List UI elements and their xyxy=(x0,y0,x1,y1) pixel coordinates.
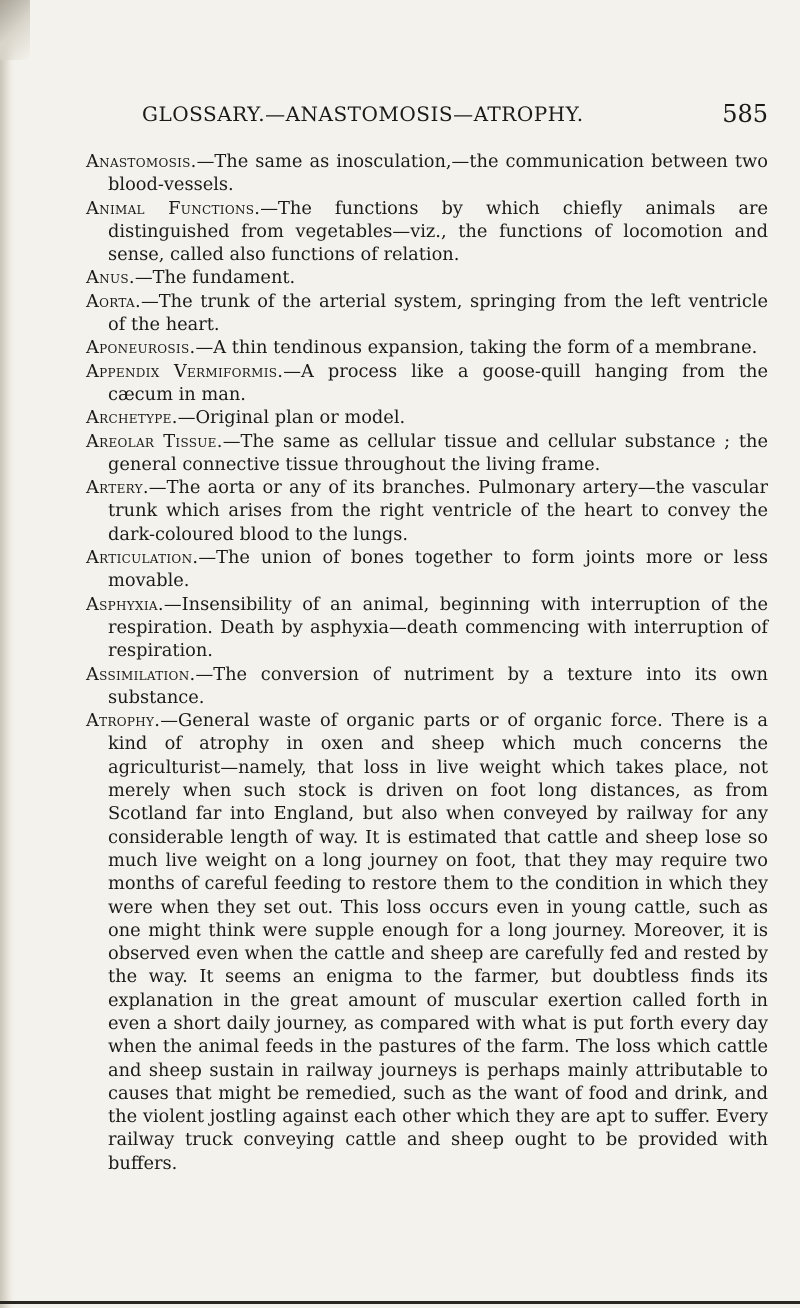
entry-term: Areolar Tissue. xyxy=(86,430,223,452)
glossary-entry-animal-functions xyxy=(86,197,768,267)
entry-term: Aorta. xyxy=(86,290,141,312)
entry-definition: —The functions by which chiefly animals are distinguished from vegetables—viz., the functions of locomotion and sense, called also functions of relation. xyxy=(108,197,768,266)
entry-definition: —The union of bones together to form joints more or less movable. xyxy=(108,547,768,592)
running-title: GLOSSARY.—ANASTOMOSIS—ATROPHY. xyxy=(142,102,584,126)
entry-definition: —A thin tendinous expansion, taking the form of a membrane. xyxy=(195,337,758,359)
glossary-entry-atrophy xyxy=(86,709,768,1175)
entry-term: Archetype. xyxy=(86,407,178,429)
glossary-entries xyxy=(86,150,768,1175)
page-bottom-edge xyxy=(0,1301,800,1304)
glossary-entry-areolar-tissue xyxy=(86,430,768,477)
entry-definition: —Insensibility of an animal, beginning with interruption of the respiration. Death by asphyxia—death commencing with interruption of respiration. xyxy=(108,593,768,662)
glossary-entry-archetype xyxy=(86,406,768,429)
entry-term: Anus. xyxy=(86,267,135,289)
entry-definition: —Original plan or model. xyxy=(177,407,406,429)
entry-term: Artery. xyxy=(86,477,149,499)
entry-term: Articulation. xyxy=(86,547,199,569)
entry-term: Appendix Vermiformis. xyxy=(86,360,284,382)
entry-term: Atrophy. xyxy=(86,710,161,732)
entry-term: Asphyxia. xyxy=(86,593,164,615)
entry-definition: —The fundament. xyxy=(134,267,296,289)
entry-definition: —The aorta or any of its branches. Pulmonary artery—the vascular trunk which arises from the right ventricle of the heart to convey the dark-coloured blood to the lungs. xyxy=(108,477,768,545)
glossary-entry-appendix-vermiformis xyxy=(86,360,768,407)
glossary-entry-artery xyxy=(86,476,768,546)
entry-term: Aponeurosis. xyxy=(86,337,196,359)
page-corner-shadow xyxy=(0,0,30,60)
page-number: 585 xyxy=(722,100,768,128)
glossary-entry-articulation xyxy=(86,546,768,593)
entry-definition: —The same as inosculation,—the communication between two blood-vessels. xyxy=(108,151,768,196)
entry-term: Animal Functions. xyxy=(86,197,261,219)
glossary-entry-asphyxia xyxy=(86,593,768,663)
entry-term: Anastomosis. xyxy=(86,151,197,172)
page-edge-shadow xyxy=(0,0,14,1308)
glossary-entry-aorta xyxy=(86,290,768,337)
glossary-entry-assimilation xyxy=(86,663,768,710)
entry-definition: —A process like a goose-quill hanging from the cæcum in man. xyxy=(108,360,768,405)
entry-term: Assimilation. xyxy=(86,663,196,685)
running-head xyxy=(86,100,768,136)
entry-definition: —The same as cellular tissue and cellular substance ; the general connective tissue throughout the living frame. xyxy=(108,430,768,475)
entry-definition: —The trunk of the arterial system, springing from the left ventricle of the heart. xyxy=(108,290,768,336)
entry-definition: —General waste of organic parts or of organic force. There is a kind of atrophy in oxen and sheep which much concerns the agriculturist—namely, that loss in live weight which takes place, not merely when such stock is driven on foot long distances, as from Scotland far into England, but also when conveyed by railway for any considerable length of way. It is estimated that cattle and sheep lose so much live weight on a long journey on foot, that they may require two months of careful feeding to restore them to the condition in which they were when they set out. This loss occurs even in young cattle, such as one might think were supple enough for a long journey. Moreover, it is observed even when the cattle and sheep are carefully fed and rested by the way. It seems an enigma to the farmer, but doubtless finds its explanation in the great amount of muscular exertion called forth in even a short daily journey, as compared with what is put forth every day when the animal feeds in the pastures of the farm. The loss which cattle and sheep sustain in railway journeys is perhaps mainly attributable to causes that might be remedied, such as the want of food and drink, and the violent jostling against each other which they are apt to suffer. Every railway truck conveying cattle and sheep ought to be provided with buffers. xyxy=(108,710,768,1174)
glossary-entry-aponeurosis xyxy=(86,336,768,359)
entry-definition: —The conversion of nutriment by a texture into its own substance. xyxy=(108,663,768,708)
glossary-entry-anus xyxy=(86,266,768,289)
glossary-entry-anastomosis xyxy=(86,150,768,197)
